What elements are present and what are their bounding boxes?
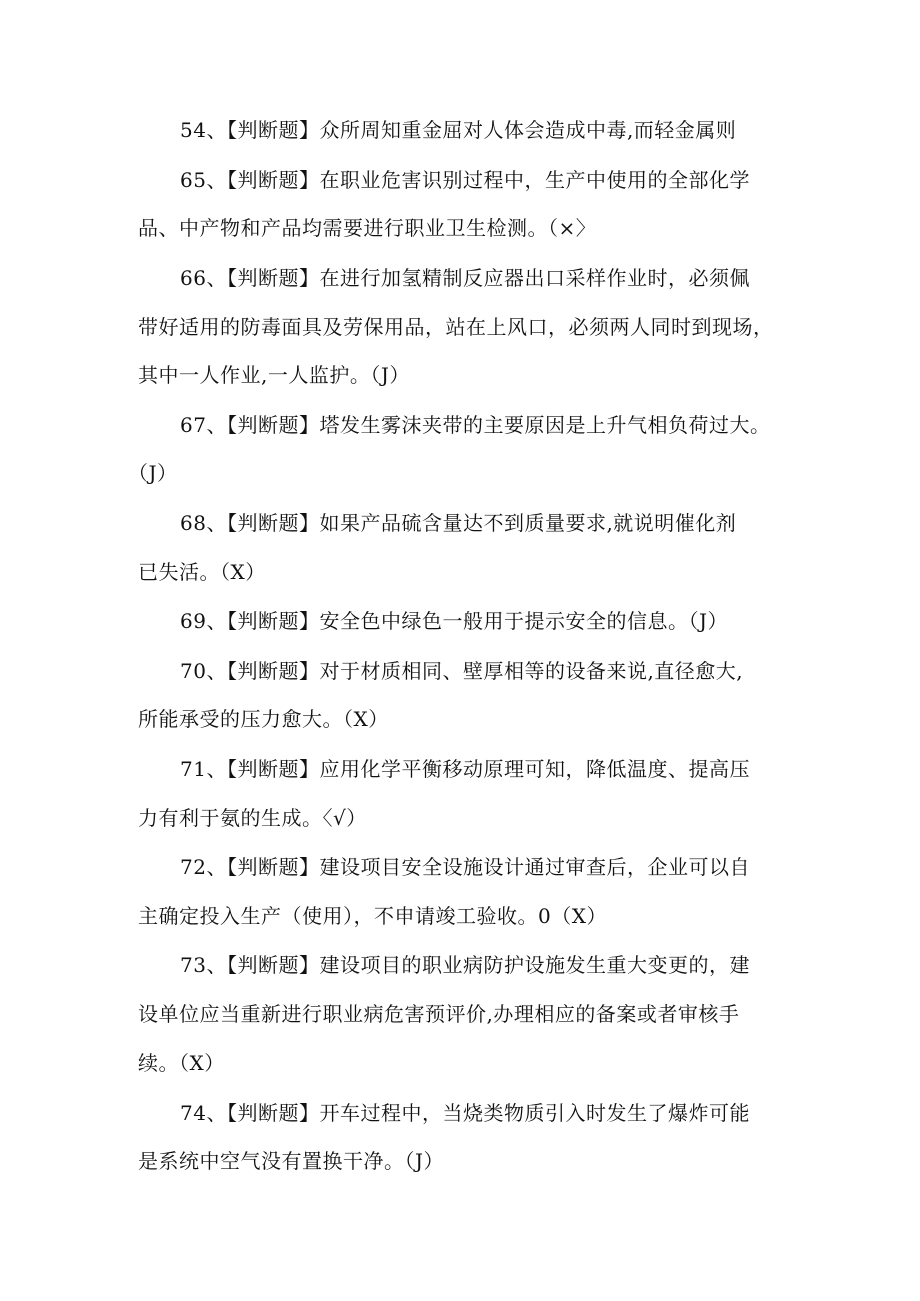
q65-line-1: 65、【判断题】在职业危害识别过程中，生产中使用的全部化学 xyxy=(180,168,750,192)
q67-line-1: 67、【判断题】塔发生雾沫夹带的主要原因是上升气相负荷过大。 xyxy=(180,413,771,437)
q74-line-1: 74、【判断题】开车过程中，当烧类物质引入时发生了爆炸可能 xyxy=(180,1101,750,1125)
q72-line-1: 72、【判断题】建设项目安全设施设计通过审查后，企业可以自 xyxy=(180,855,750,879)
q65-line-2: 品、中产物和产品均需要进行职业卫生检测。（×〉 xyxy=(138,216,597,240)
q67-line-2: （J） xyxy=(128,461,178,485)
q71-line-1: 71、【判断题】应用化学平衡移动原理可知，降低温度、提高压 xyxy=(180,757,750,781)
q68-line-1: 68、【判断题】如果产品硫含量达不到质量要求,就说明催化剂 xyxy=(180,511,737,535)
q69-line-1: 69、【判断题】安全色中绿色一般用于提示安全的信息。（J） xyxy=(180,609,728,633)
q73-line-3: 续。（X） xyxy=(138,1051,225,1075)
q72-line-2: 主确定投入生产（使用），不申请竣工验收。0（X） xyxy=(138,904,607,928)
q68-line-2: 已失活。（X） xyxy=(138,560,266,584)
q73-line-1: 73、【判断题】建设项目的职业病防护设施发生重大变更的，建 xyxy=(180,953,750,977)
q74-line-2: 是系统中空气没有置换干净。（J） xyxy=(138,1149,445,1173)
q66-line-3: 其中一人作业,一人监护。（J） xyxy=(138,363,410,387)
q70-line-1: 70、【判断题】对于材质相同、壁厚相等的设备来说,直径愈大, xyxy=(180,659,744,683)
q54-line-1: 54、【判断题】众所周知重金屈对人体会造成中毒,而轻金属则 xyxy=(180,118,737,142)
q70-line-2: 所能承受的压力愈大。（X） xyxy=(138,707,389,731)
q66-line-2: 带好适用的防毒面具及劳保用品，站在上风口，必须两人同时到现场， xyxy=(138,315,774,339)
q66-line-1: 66、【判断题】在进行加氢精制反应器出口采样作业时，必须佩 xyxy=(180,266,750,290)
q71-line-2: 力有利于氨的生成。〈√） xyxy=(138,806,367,830)
q73-line-2: 设单位应当重新进行职业病危害预评价,办理相应的备案或者审核手 xyxy=(138,1002,740,1026)
